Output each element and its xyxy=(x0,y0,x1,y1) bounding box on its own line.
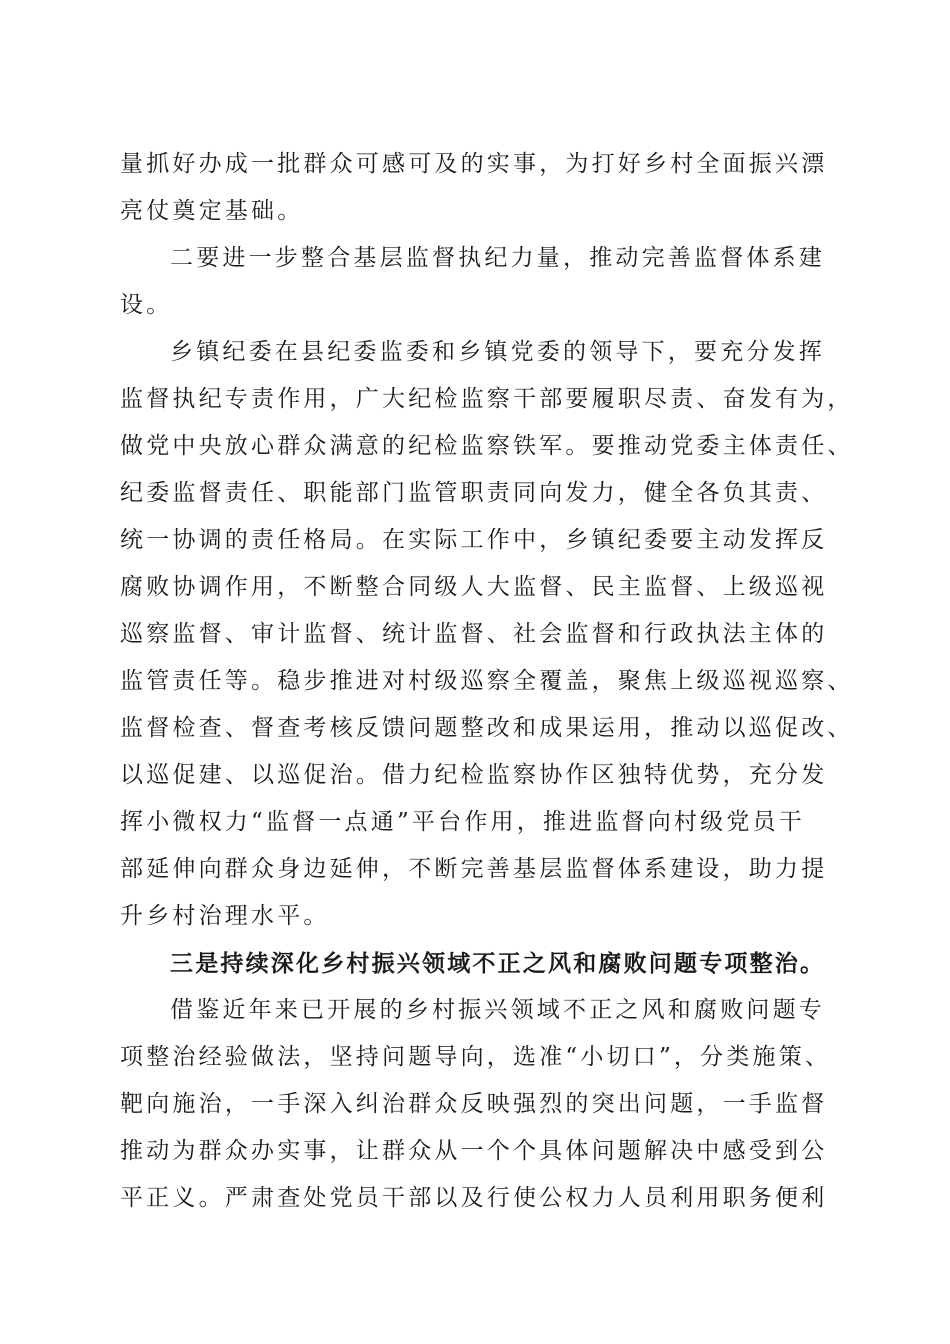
text-line: 巡察监督、审计监督、统计监督、社会监督和行政执法主体的 xyxy=(120,621,828,647)
text-line: 乡镇纪委在县纪委监委和乡镇党委的领导下，要充分发挥 xyxy=(170,339,825,365)
text-line: 以巡促建、以巡促治。借力纪检监察协作区独特优势，充分发 xyxy=(120,762,828,788)
text-line: 腐败协调作用，不断整合同级人大监督、民主监督、上级巡视 xyxy=(120,574,828,600)
document-body xyxy=(120,141,854,1222)
text-line: 靶向施治，一手深入纠治群众反映强烈的突出问题，一手监督 xyxy=(120,1091,828,1117)
text-line: 量抓好办成一批群众可感可及的实事，为打好乡村全面振兴漂 xyxy=(120,151,828,177)
text-line: 项整治经验做法，坚持问题导向，选准“小切口”，分类施策、 xyxy=(120,1044,832,1070)
text-line: 借鉴近年来已开展的乡村振兴领域不正之风和腐败问题专 xyxy=(170,997,825,1023)
text-line: 监督执纪专责作用，广大纪检监察干部要履职尽责、奋发有为， xyxy=(120,386,854,412)
section-heading: 设。 xyxy=(120,292,173,318)
text-line: 统一协调的责任格局。在实际工作中，乡镇纪委要主动发挥反 xyxy=(120,527,828,553)
text-line: 监督检查、督查考核反馈问题整改和成果运用，推动以巡促改、 xyxy=(120,715,854,741)
text-line: 部延伸向群众身边延伸，不断完善基层监督体系建设，助力提 xyxy=(120,856,828,882)
section-heading: 二要进一步整合基层监督执纪力量，推动完善监督体系建 xyxy=(170,245,825,271)
text-line: 升乡村治理水平。 xyxy=(120,903,330,929)
text-line: 平正义。严肃查处党员干部以及行使公权力人员利用职务便利 xyxy=(120,1185,828,1211)
text-line: 监管责任等。稳步推进对村级巡察全覆盖，聚焦上级巡视巡察、 xyxy=(120,668,854,694)
text-line: 做党中央放心群众满意的纪检监察铁军。要推动党委主体责任、 xyxy=(120,433,854,459)
text-line: 挥小微权力“监督一点通”平台作用，推进监督向村级党员干 xyxy=(120,809,805,835)
text-line: 推动为群众办实事，让群众从一个个具体问题解决中感受到公 xyxy=(120,1138,828,1164)
text-line: 纪委监督责任、职能部门监管职责同向发力，健全各负其责、 xyxy=(120,480,828,506)
section-heading-bold: 三是持续深化乡村振兴领域不正之风和腐败问题专项整治。 xyxy=(170,950,826,977)
text-line: 亮仗奠定基础。 xyxy=(120,198,304,224)
